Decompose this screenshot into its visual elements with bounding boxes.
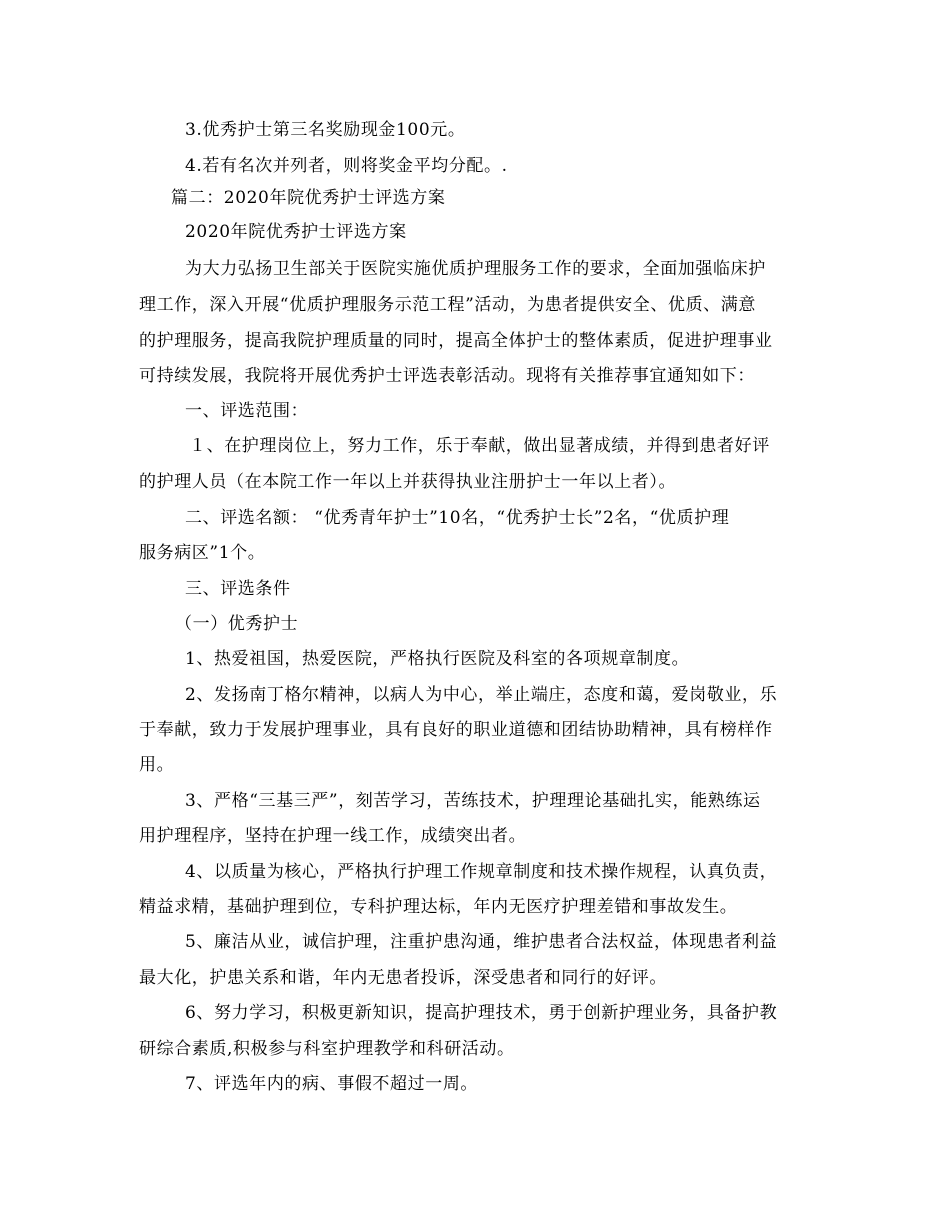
text-line: 二、评选名额： “优秀青年护士”10名，“优秀护士长”2名，“优质护理 — [185, 508, 730, 528]
text-line: 的护理服务，提高我院护理质量的同时，提高全体护士的整体素质，促进护理事业 — [139, 331, 773, 351]
text-line: 2、发扬南丁格尔精神，以病人为中心，举止端庄，态度和蔼，爱岗敬业，乐 — [185, 685, 778, 705]
text-line: 理工作，深入开展“优质护理服务示范工程”活动，为患者提供安全、优质、满意 — [139, 295, 756, 315]
text-line: 为大力弘扬卫生部关于医院实施优质护理服务工作的要求，全面加强临床护 — [185, 259, 766, 279]
text-line: 4、以质量为核心，严格执行护理工作规章制度和技术操作规程，认真负责， — [185, 862, 778, 882]
section-heading: 篇二：2020年院优秀护士评选方案 — [171, 188, 446, 208]
text-line: 用护理程序，坚持在护理一线工作，成绩突出者。 — [139, 826, 527, 846]
text-line: 1、热爱祖国，热爱医院，严格执行医院及科室的各项规章制度。 — [185, 649, 690, 669]
text-line: 3、严格“三基三严”，刻苦学习，苦练技术，护理理论基础扎实，能熟练运 — [185, 791, 761, 811]
text-line: 5、廉洁从业，诚信护理，注重护患沟通，维护患者合法权益，体现患者利益 — [185, 932, 778, 952]
text-line: 7、评选年内的病、事假不超过一周。 — [185, 1074, 479, 1094]
text-line: 服务病区”1个。 — [139, 543, 266, 563]
text-line: 可持续发展，我院将开展优秀护士评选表彰活动。现将有关推荐事宜通知如下： — [139, 366, 755, 386]
section-heading: 三、评选条件 — [185, 579, 291, 599]
text-line: 的护理人员（在本院工作一年以上并获得执业注册护士一年以上者）。 — [139, 472, 677, 492]
text-line: 4.若有名次并列者，则将奖金平均分配。. — [185, 156, 508, 176]
text-line: 最大化，护患关系和谐，年内无患者投诉，深受患者和同行的好评。 — [139, 968, 667, 988]
text-line: 精益求精，基础护理到位，专科护理达标，年内无医疗护理差错和事故发生。 — [139, 897, 738, 917]
section-heading: 一、评选范围： — [185, 401, 309, 421]
text-line: 于奉献，致力于发展护理事业，具有良好的职业道德和团结协助精神，具有榜样作 — [139, 720, 773, 740]
text-line: １、在护理岗位上，努力工作，乐于奉献，做出显著成绩，并得到患者好评 — [189, 436, 770, 456]
document-title: 2020年院优秀护士评选方案 — [185, 222, 407, 242]
text-line: 3.优秀护士第三名奖励现金100元。 — [185, 120, 466, 140]
text-line: 研综合素质,积极参与科室护理教学和科研活动。 — [139, 1039, 515, 1059]
subsection-heading: （一）优秀护士 — [175, 614, 299, 634]
text-line: 6、努力学习，积极更新知识，提高护理技术，勇于创新护理业务，具备护教 — [185, 1003, 778, 1023]
text-line: 用。 — [139, 755, 175, 775]
